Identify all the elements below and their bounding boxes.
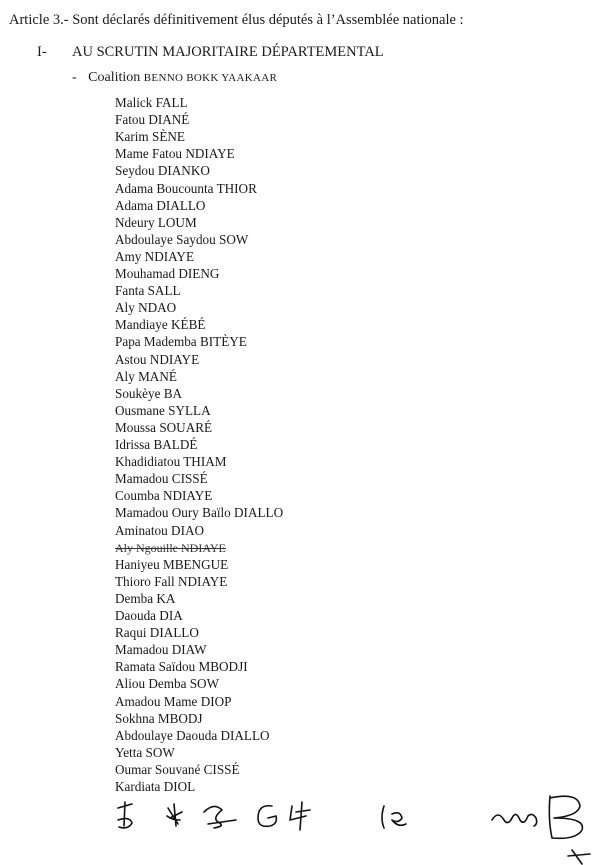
deputy-name: Aly MANÉ xyxy=(115,368,177,384)
handwritten-signatures-icon xyxy=(0,790,602,865)
deputy-name: Seydou DIANKO xyxy=(115,163,210,179)
deputy-name: Ndeury LOUM xyxy=(115,214,197,230)
deputy-name: Oumar Souvané CISSÉ xyxy=(115,761,240,777)
coalition-label: Coalition xyxy=(88,70,141,85)
deputy-name: Kardiata DIOL xyxy=(115,779,196,794)
deputy-name: Abdoulaye Daouda DIALLO xyxy=(115,727,270,743)
deputy-name: Ramata Saïdou MBODJI xyxy=(115,659,248,675)
deputy-name: Haniyeu MBENGUE xyxy=(115,556,229,572)
deputy-name: Fatou DIANÉ xyxy=(115,112,190,128)
deputy-name: Amadou Mame DIOP xyxy=(115,693,232,709)
signature-mark xyxy=(167,804,182,826)
deputy-name: Fanta SALL xyxy=(115,283,181,299)
deputy-name: Astou NDIAYE xyxy=(115,351,200,367)
deputy-name: Sokhna MBODJ xyxy=(115,710,203,726)
deputy-name: Mandiaye KÉBÉ xyxy=(115,317,206,333)
section-title: AU SCRUTIN MAJORITAIRE DÉPARTEMENTAL xyxy=(72,44,384,60)
section-number: I- xyxy=(37,44,47,60)
deputy-name: Abdoulaye Saydou SOW xyxy=(115,231,249,247)
signature-mark xyxy=(290,802,310,830)
deputy-name: Mame Fatou NDIAYE xyxy=(115,146,235,162)
deputy-name: Moussa SOUARÉ xyxy=(115,419,213,435)
signature-mark xyxy=(568,850,590,864)
signature-mark xyxy=(204,806,236,828)
deputy-name: Mamadou Oury Baïlo DIALLO xyxy=(115,505,284,521)
deputy-name: Demba KA xyxy=(115,590,176,606)
coalition-name: BENNO BOKK YAAKAAR xyxy=(143,72,278,84)
signature-mark xyxy=(549,796,582,838)
deputy-name: Yetta SOW xyxy=(115,744,175,760)
deputy-name: Karim SÈNE xyxy=(115,129,185,145)
deputy-name: Aly Ngouille NDIAYE xyxy=(115,540,226,555)
deputy-name: Coumba NDIAYE xyxy=(115,488,213,504)
deputy-name: Aminatou DIAO xyxy=(115,522,205,538)
deputy-name: Khadidiatou THIAM xyxy=(115,454,227,470)
deputy-name: Adama Boucounta THIOR xyxy=(115,180,257,196)
deputy-name: Mamadou DIAW xyxy=(115,642,207,658)
deputy-name: Aliou Demba SOW xyxy=(115,676,220,692)
deputy-name: Thioro Fall NDIAYE xyxy=(115,573,228,589)
deputy-name: Amy NDIAYE xyxy=(115,248,195,264)
article-heading: Article 3.- Sont déclarés définitivement élus députés à l’Assemblée nationale : xyxy=(9,12,464,28)
signature-mark xyxy=(492,814,537,826)
deputy-name: Idrissa BALDÉ xyxy=(115,437,198,452)
deputy-name: Papa Mademba BITÈYE xyxy=(115,334,247,350)
signature-mark xyxy=(382,806,406,828)
deputy-name: Ousmane SYLLA xyxy=(115,402,211,418)
deputy-name: Adama DIALLO xyxy=(115,197,206,213)
deputy-name: Mamadou CISSÉ xyxy=(115,471,208,487)
deputy-name: Aly NDAO xyxy=(115,300,177,316)
signature-mark xyxy=(258,806,276,827)
deputy-name: Daouda DIA xyxy=(115,608,183,623)
deputy-name: Raqui DIALLO xyxy=(115,625,199,641)
coalition-line xyxy=(72,70,277,86)
coalition-dash: - xyxy=(72,70,77,85)
signature-mark xyxy=(118,802,132,828)
deputy-name: Malick FALL xyxy=(115,95,188,110)
deputy-name: Soukèye BA xyxy=(115,385,183,401)
signatures xyxy=(0,790,602,865)
deputy-name: Mouhamad DIENG xyxy=(115,266,220,281)
